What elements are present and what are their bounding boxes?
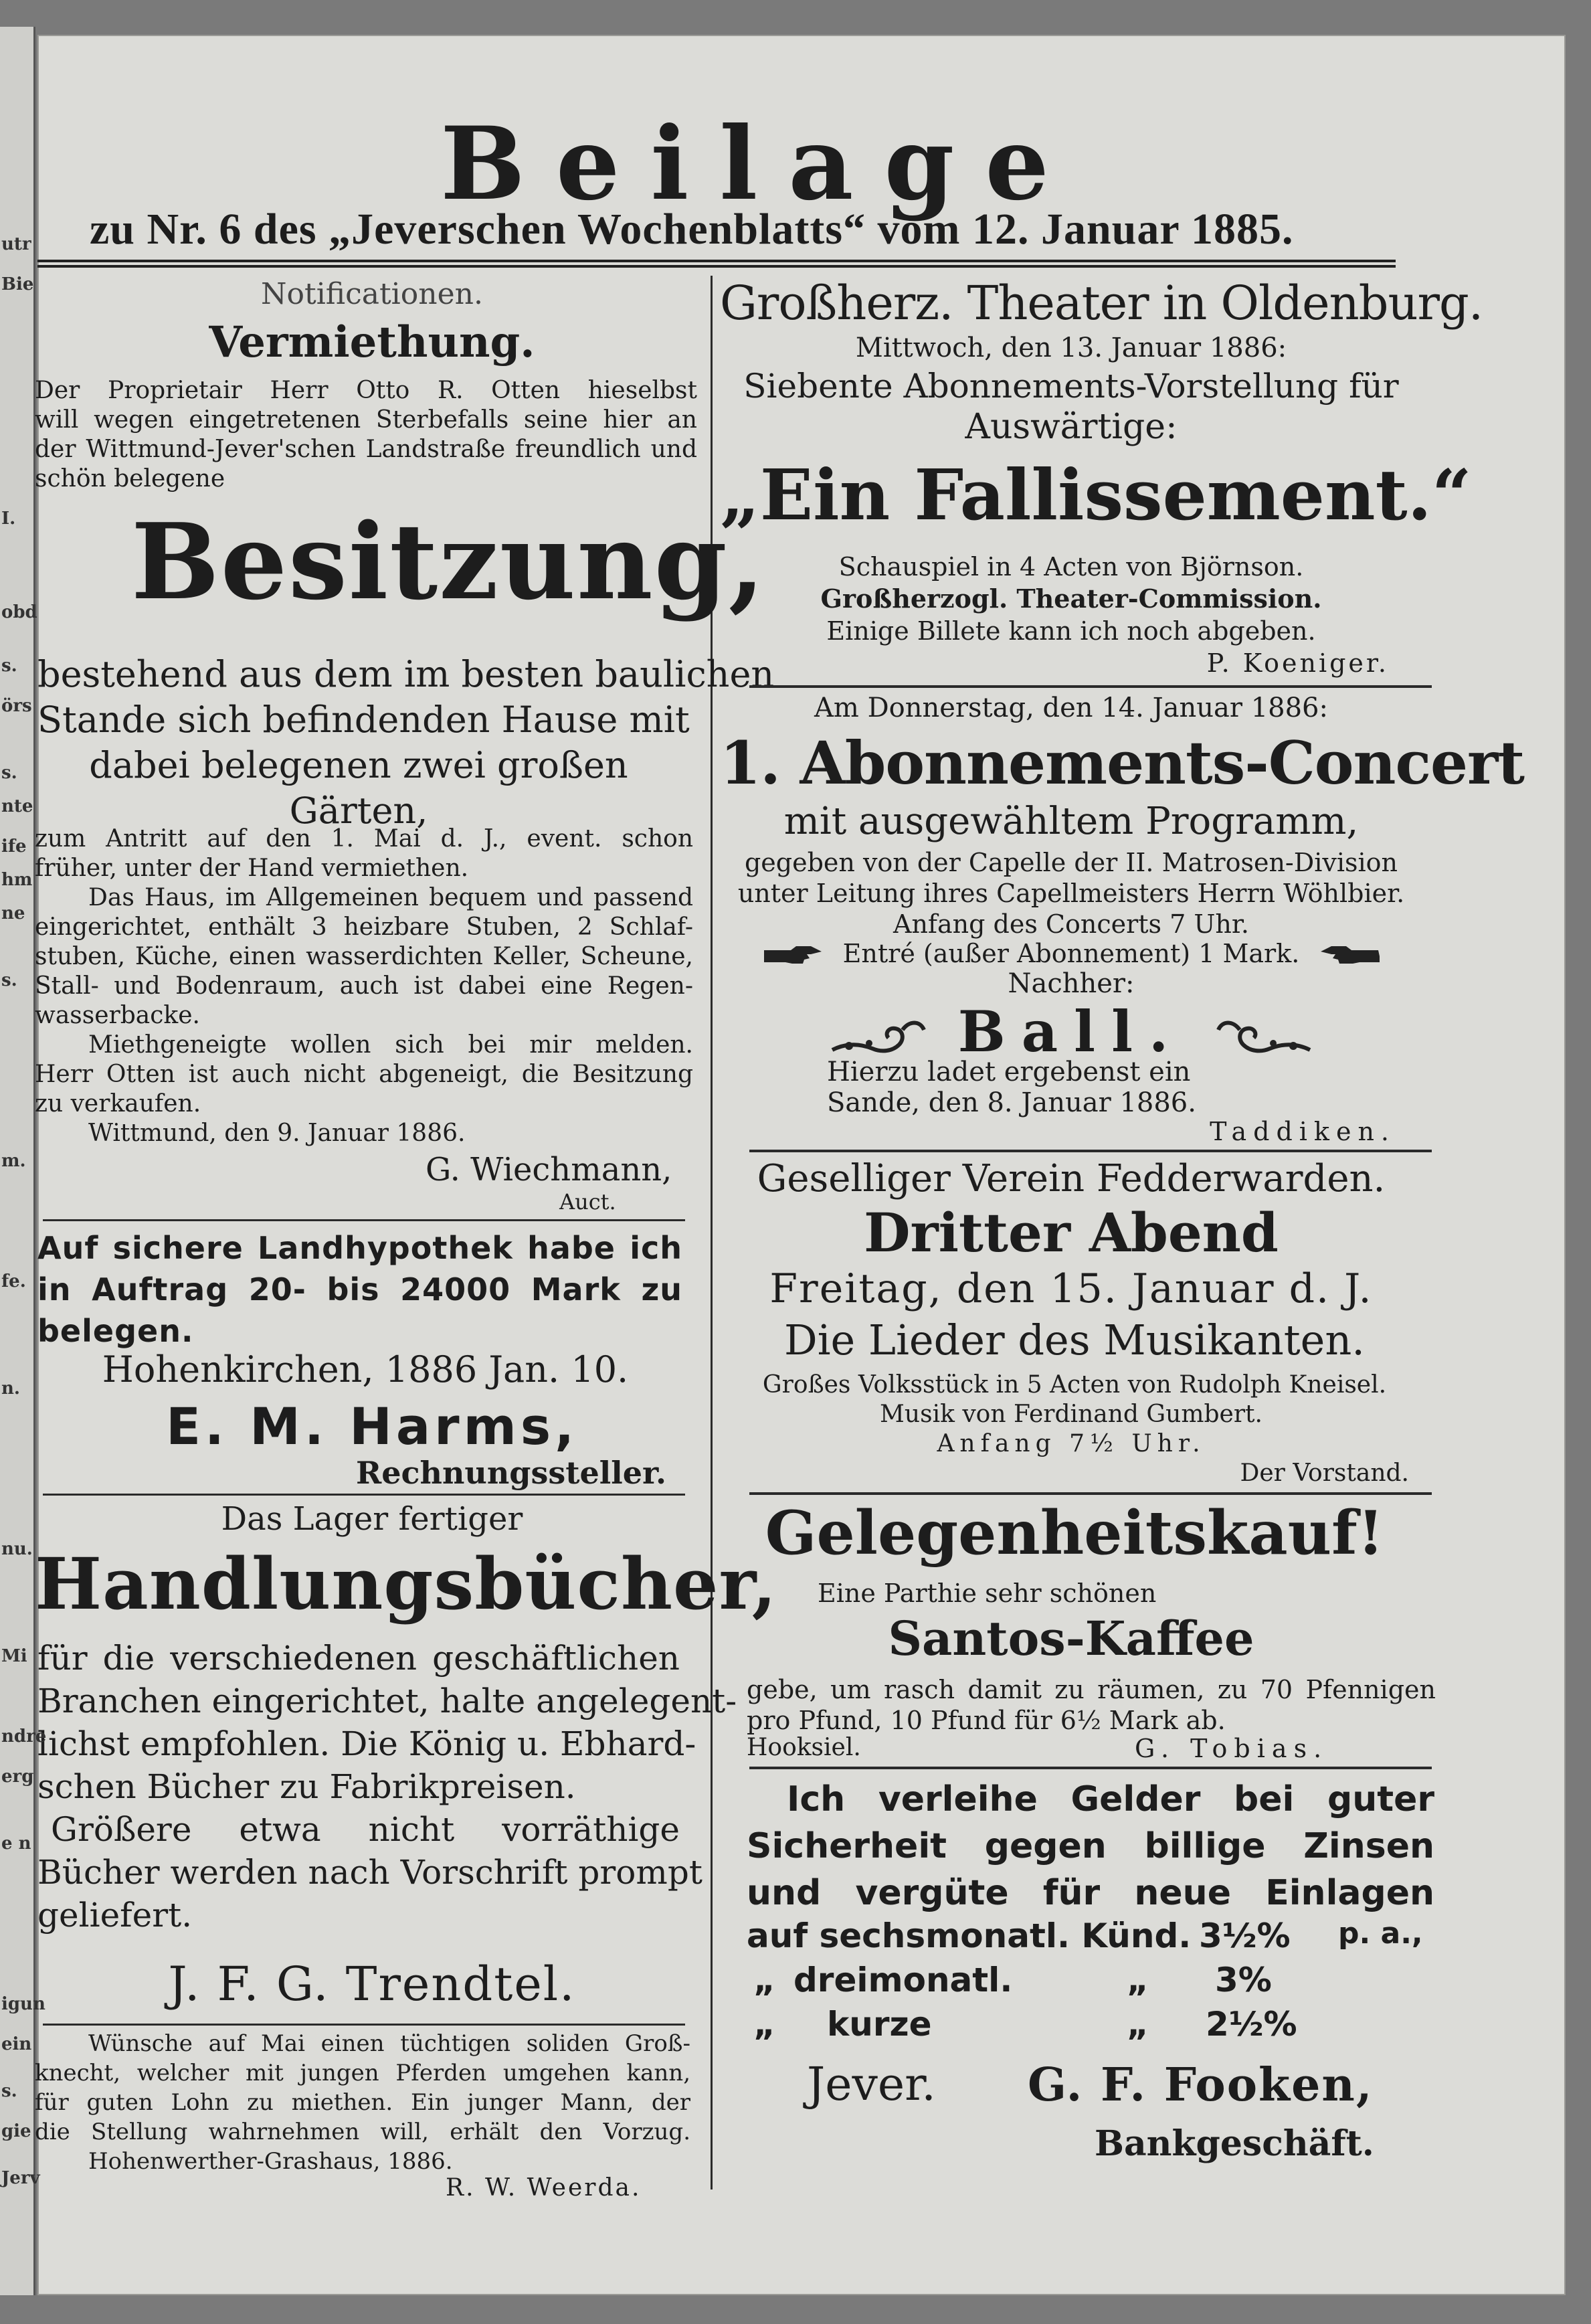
books-line: Größere etwa nicht vorräthige (51, 1810, 680, 1849)
rental-intro (35, 376, 697, 494)
pointing-hand-right-icon (763, 945, 823, 968)
ornament-left-icon (829, 1016, 929, 1057)
rental-big-word: Besitzung, (131, 501, 767, 623)
bank-rate-2-ditto: „ (1127, 1961, 1149, 1999)
edge-fragment: Bie (1, 274, 34, 294)
mortgage-text (37, 1227, 682, 1352)
rental-intro-line: schön belegene (35, 465, 225, 493)
rental-body-line: Wittmund, den 9. Januar 1886. (88, 1120, 466, 1147)
mortgage-name: E. M. Harms, (166, 1397, 578, 1456)
rental-body-line: Stall- und Bodenraum, auch ist dabei eine Regen- (35, 972, 693, 1000)
coffee-signature: G. Tobias. (1135, 1734, 1329, 1763)
ball-word: Ball. (957, 998, 1185, 1065)
society-signature: Der Vorstand. (1240, 1459, 1409, 1487)
rental-body-line: stuben, Küche, einen wasserdichten Keller, Scheune, (35, 943, 693, 970)
concert-l4: Entré (außer Abonnement) 1 Mark. (842, 939, 1300, 968)
bank-rate-2-value: 3% (1215, 1961, 1272, 1999)
concert-l6: Hierzu ladet ergebenst ein (827, 1057, 1191, 1087)
theater-play: „Ein Fallissement.“ (720, 454, 1472, 536)
rental-intro-line: der Wittmund-Jever'schen Landstraße freundlich und (35, 436, 697, 463)
edge-fragment: n. (1, 1378, 20, 1399)
edge-fragment: s. (1, 970, 17, 990)
rental-intro-line: Der Proprietair Herr Otto R. Otten hieselbst (35, 377, 697, 404)
farmhand-text (35, 2029, 690, 2176)
supplement-title: Beilage (440, 105, 1080, 223)
mortgage-line: belegen. (37, 1313, 194, 1349)
rental-sub-line: bestehend aus dem im besten baulichen (37, 653, 775, 695)
rule-left-1 (43, 1219, 685, 1221)
bank-rate-2-label: dreimonatl. (793, 1961, 1013, 1999)
books-signature: J. F. G. Trendtel. (168, 1957, 576, 2012)
mortgage-role: Rechnungssteller. (356, 1455, 666, 1491)
edge-fragment: nu. (1, 1539, 33, 1559)
edge-fragment: obd (1, 602, 37, 622)
mortgage-place: Hohenkirchen, 1886 Jan. 10. (102, 1348, 629, 1391)
theater-line3: Auswärtige: (965, 407, 1178, 447)
coffee-product: Santos-Kaffee (888, 1611, 1254, 1666)
society-l1: Großes Volksstück in 5 Acten von Rudolph Kneisel. (762, 1371, 1387, 1399)
mortgage-line: Auf sichere Landhypothek habe ich (37, 1230, 682, 1266)
rule-left-3 (43, 2024, 685, 2026)
farmhand-line: Wünsche auf Mai einen tüchtigen soliden Groß- (88, 2030, 690, 2057)
rental-sub (37, 652, 775, 834)
concert-l1: gegeben von der Capelle der II. Matrosen-Division (744, 848, 1398, 877)
rule-left-2 (43, 1494, 685, 1496)
books-line: Bücher werden nach Vorschrift prompt (37, 1853, 703, 1892)
society-title: Geselliger Verein Fedderwarden. (757, 1157, 1386, 1200)
society-l3: Anfang 7½ Uhr. (937, 1430, 1206, 1457)
concert-l3: Anfang des Concerts 7 Uhr. (893, 909, 1249, 939)
bank-line: Ich verleihe Gelder bei guter (787, 1779, 1434, 1819)
society-evening: Dritter Abend (864, 1201, 1279, 1264)
rule-right-1 (749, 685, 1432, 688)
farmhand-line: Hohenwerther-Grashaus, 1886. (88, 2148, 453, 2175)
bank-rate-3-value: 2½% (1206, 2005, 1297, 2044)
society-date: Freitag, den 15. Januar d. J. (769, 1265, 1373, 1312)
edge-fragment: s. (1, 763, 17, 783)
edge-fragment: ndre (1, 1726, 47, 1747)
bank-rate-3-ditto: „ (1127, 2005, 1149, 2044)
rental-role: Auct. (559, 1189, 616, 1215)
coffee-l2: gebe, um rasch damit zu räumen, zu 70 Pfennigen (747, 1675, 1436, 1704)
rental-body-line: Das Haus, im Allgemeinen bequem und passend (88, 884, 693, 911)
rental-body-line: eingerichtet, enthält 3 heizbare Stuben, 2 Schlaf- (35, 913, 693, 941)
farmhand-line: für guten Lohn zu miethen. Ein junger Mann, der (35, 2089, 690, 2116)
books-line: schen Bücher zu Fabrikpreisen. (37, 1767, 576, 1806)
theater-signature: P. Koeniger. (1206, 648, 1389, 678)
books-top: Das Lager fertiger (221, 1500, 523, 1538)
coffee-l3: pro Pfund, 10 Pfund für 6½ Mark ab. (747, 1706, 1226, 1735)
rule-right-2 (749, 1150, 1432, 1152)
edge-fragment: ne (1, 903, 25, 923)
farmhand-signature: R. W. Weerda. (446, 2174, 642, 2202)
edge-fragment: utr (1, 234, 31, 254)
rule-right-3 (749, 1492, 1432, 1495)
books-line: Branchen eingerichtet, halte angelegent- (37, 1682, 737, 1720)
rental-body-line: Miethgeneigte wollen sich bei mir melden. (88, 1031, 693, 1059)
rental-intro-line: will wegen eingetretenen Sterbefalls seine hier an (35, 406, 697, 434)
rental-signature: G. Wiechmann, (426, 1151, 672, 1188)
notifications-kicker: Notificationen. (261, 277, 483, 311)
edge-fragment: örs (1, 696, 32, 716)
concert-date: Am Donnerstag, den 14. Januar 1886: (814, 693, 1328, 723)
theater-sub3: Einige Billete kann ich noch abgeben. (826, 616, 1316, 646)
concert-signature: Taddiken. (1210, 1117, 1396, 1146)
concert-l5: Nachher: (1008, 968, 1135, 999)
theater-title: Großherz. Theater in Oldenburg. (720, 276, 1483, 331)
rental-body-line: früher, unter der Hand vermiethen. (35, 855, 469, 882)
bank-line: und vergüte für neue Einlagen (747, 1873, 1434, 1913)
edge-fragment: Mi (1, 1646, 27, 1666)
edge-fragment: erg (1, 1767, 34, 1787)
theater-sub1: Schauspiel in 4 Acten von Björnson. (838, 552, 1304, 582)
edge-fragment: nte (1, 796, 33, 816)
concert-l7: Sande, den 8. Januar 1886. (827, 1087, 1196, 1118)
header-rule (37, 260, 1396, 268)
coffee-place: Hooksiel. (747, 1734, 861, 1761)
books-line: geliefert. (37, 1896, 193, 1935)
bank-rate-1-value: 3½% (1199, 1916, 1291, 1955)
rental-body-line: zu verkaufen. (35, 1090, 201, 1118)
books-line: für die verschiedenen geschäftlichen (37, 1639, 680, 1678)
rental-body-line: wasserbacke. (35, 1002, 200, 1029)
books-big-word: Handlungsbücher, (35, 1542, 777, 1625)
rental-body-line: zum Antritt auf den 1. Mai d. J., event. schon (35, 825, 693, 853)
edge-fragment: ife (1, 836, 27, 857)
edge-fragment: m. (1, 1151, 26, 1171)
bank-role: Bankgeschäft. (1095, 2123, 1374, 2164)
coffee-l1: Eine Parthie sehr schönen (818, 1579, 1157, 1608)
bank-name: G. F. Fooken, (1028, 2058, 1374, 2112)
books-body (37, 1637, 737, 1937)
rental-body (35, 824, 693, 1148)
bank-text (747, 1776, 1434, 1916)
edge-fragment: fe. (1, 1271, 26, 1291)
theater-line2: Siebente Abonnements-Vorstellung für (743, 367, 1399, 406)
pointing-hand-left-icon (1319, 945, 1380, 968)
edge-fragment: ein (1, 2034, 32, 2054)
edge-fragment: Jerv (1, 2168, 40, 2188)
edge-fragment: e n (1, 1834, 31, 1854)
farmhand-line: knecht, welcher mit jungen Pferden umgehen kann, (35, 2060, 690, 2086)
bank-rate-2-quote: „ (753, 1961, 775, 1999)
edge-fragment: hm (1, 870, 33, 890)
theater-date: Mittwoch, den 13. Januar 1886: (855, 333, 1287, 363)
edge-fragment: s. (1, 656, 17, 676)
bank-rate-3-quote: „ (753, 2005, 775, 2044)
coffee-title: Gelegenheitskauf! (765, 1498, 1384, 1569)
rental-title: Vermiethung. (209, 317, 535, 367)
bank-rate-1-suffix: p. a., (1338, 1916, 1423, 1951)
concert-title: 1. Abonnements-Concert (720, 728, 1525, 798)
society-l2: Musik von Ferdinand Gumbert. (880, 1401, 1262, 1428)
rental-body-line: Herr Otten ist auch nicht abgeneigt, die Besitzung (35, 1061, 693, 1088)
newspaper-page (37, 35, 1566, 2295)
concert-ball-row (720, 998, 1422, 1065)
society-play: Die Lieder des Musikanten. (783, 1316, 1366, 1364)
rule-right-4 (749, 1767, 1432, 1769)
mortgage-line: in Auftrag 20- bis 24000 Mark zu (37, 1271, 682, 1308)
edge-fragment: I. (1, 509, 16, 529)
supplement-subtitle: zu Nr. 6 des „Jeverschen Wochenblatts“ vom 12. Januar 1885. (90, 205, 1294, 254)
concert-sub: mit ausgewähltem Programm, (783, 800, 1359, 843)
concert-l2: unter Leitung ihres Capellmeisters Herrn Wöhlbier. (737, 879, 1405, 908)
concert-l4-row (720, 941, 1422, 968)
bank-rate-3-label: kurze (827, 2005, 932, 2044)
bank-place: Jever. (807, 2058, 936, 2111)
rental-sub-line: Gärten, (289, 790, 428, 832)
rental-sub-line: dabei belegenen zwei großen (89, 744, 628, 786)
ornament-right-icon (1213, 1016, 1313, 1057)
farmhand-line: die Stellung wahrnehmen will, erhält den Vorzug. (35, 2119, 690, 2145)
books-line: lichst empfohlen. Die König u. Ebhard- (37, 1724, 696, 1763)
edge-fragment: s. (1, 2081, 17, 2101)
rental-sub-line: Stande sich befindenden Hause mit (37, 699, 690, 741)
theater-sub2: Großherzogl. Theater-Commission. (820, 584, 1322, 614)
bank-rate-1-label: auf sechsmonatl. Künd. (747, 1916, 1192, 1955)
bank-line: Sicherheit gegen billige Zinsen (747, 1826, 1434, 1866)
edge-fragment: igun (1, 1994, 45, 2014)
edge-fragment: gie (1, 2121, 31, 2141)
